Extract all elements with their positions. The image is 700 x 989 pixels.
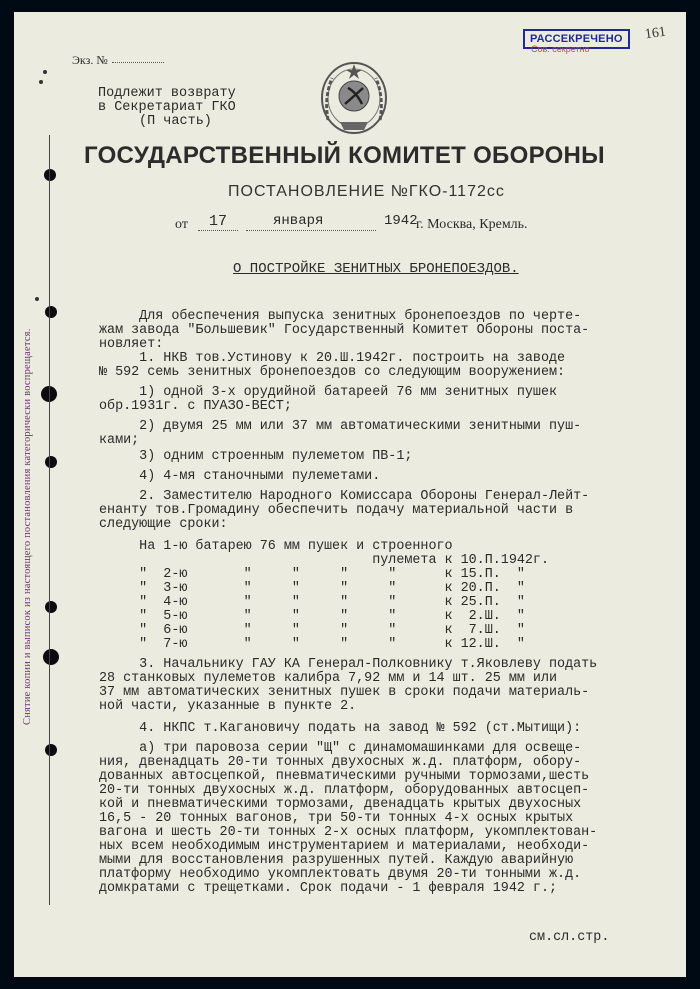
body-line: 2. Заместителю Народного Комиссара Обороны Генерал-Лейт- (99, 489, 590, 504)
delivery-schedule-line: " 3-ю " " " " к 20.П. " (99, 581, 525, 596)
body-line: а) три паровоза серии "Щ" с динамомашинками для освеще- (99, 741, 582, 756)
body-line: 20-ти тонных двухосных ж.д. платформ, оборудованных автосцеп- (99, 783, 590, 798)
state-emblem-icon (318, 60, 390, 138)
date-year: 1942 (384, 213, 418, 229)
delivery-schedule-line: " 2-ю " " " " к 15.П. " (99, 567, 525, 582)
body-line: 3) одним строенным пулеметом ПВ-1; (99, 449, 413, 464)
delivery-schedule-line: " 7-ю " " " " к 12.Ш. " (99, 637, 525, 652)
delivery-schedule-line: пулемета к 10.П.1942г. (99, 553, 549, 568)
body-line: 37 мм автоматических зенитных пушек в сроки подачи материаль- (99, 685, 590, 700)
date-prefix: от (175, 217, 188, 232)
date-place: г. Москва, Кремль. (416, 217, 528, 232)
punch-hole (45, 744, 57, 756)
date-day: 17 (209, 213, 228, 230)
punch-mark (43, 70, 47, 74)
copy-number-label: Экз. № (72, 53, 108, 67)
return-note-2: в Секретариат ГКО (98, 100, 236, 115)
declassified-stamp: РАССЕКРЕЧЕНО (523, 29, 630, 49)
body-line: енанту тов.Громадину обеспечить подачу материальной части в (99, 503, 574, 518)
punch-hole (43, 649, 59, 665)
body-line: мыми для восстановления разрушенных путей. Каждую аварийную (99, 853, 574, 868)
return-note-1: Подлежит возврату (98, 86, 236, 101)
body-line: 4) 4-мя станочными пулеметами. (99, 469, 381, 484)
copy-number-line (112, 62, 164, 63)
date-day-line (198, 230, 238, 231)
body-line: обр.1931г. с ПУАЗО-ВЕСТ; (99, 399, 292, 414)
body-line: кой и пневматическими тормозами, двенадцать крытых двухосных (99, 797, 582, 812)
date-month-line (246, 230, 376, 231)
punch-hole (45, 456, 57, 468)
margin-warning: Снятие копии и выписок из настоящего постановления категорически воспрещается. (22, 328, 33, 725)
margin-rule (49, 135, 50, 905)
body-line: 1) одной 3-х орудийной батареей 76 мм зенитных пушек (99, 385, 558, 400)
delivery-schedule-line: " 5-ю " " " " к 2.Ш. " (99, 609, 525, 624)
body-line: ния, двенадцать 20-ти тонных двухосных ж.д. платформ, обору- (99, 755, 582, 770)
secrecy-stamp-under: Сов. секретно (531, 44, 590, 54)
body-line: домкратами с трещетками. Срок подачи - 1 февраля 1942 г.; (99, 881, 558, 896)
body-line: дованных автосцепкой, пневматическими ручными тормозами,шесть (99, 769, 590, 784)
punch-mark (35, 297, 39, 301)
body-line: 16,5 - 20 тонных вагонов, три 50-ти тонных 4-х осных крытых (99, 811, 574, 826)
punch-hole (45, 601, 57, 613)
delivery-schedule-line: " 6-ю " " " " к 7.Ш. " (99, 623, 525, 638)
body-line: ных всем необходимым инструментарием и материалами, необходи- (99, 839, 590, 854)
continued-next-page: см.сл.стр. (529, 930, 610, 945)
body-line: 2) двумя 25 мм или 37 мм автоматическими зенитными пуш- (99, 419, 582, 434)
handwritten-page-number: 161 (643, 24, 667, 43)
body-line: новляет: (99, 337, 164, 352)
body-line: № 592 семь зенитных бронепоездов со следующим вооружением: (99, 365, 566, 380)
body-line: 4. НКПС т.Кагановичу подать на завод № 592 (ст.Мытищи): (99, 721, 582, 736)
body-line: 28 станковых пулеметов калибра 7,92 мм и 14 шт. 25 мм или (99, 671, 558, 686)
body-line: следующие сроки: (99, 517, 228, 532)
delivery-schedule-line: На 1-ю батарею 76 мм пушек и строенного (99, 539, 453, 554)
body-line: 3. Начальнику ГАУ КА Генерал-Полковнику т.Яковлеву подать (99, 657, 598, 672)
date-month: января (273, 213, 324, 229)
punch-hole (45, 306, 57, 318)
body-line: вагона и шесть 20-ти тонных 2-х осных платформ, укомплектован- (99, 825, 598, 840)
body-line: 1. НКВ тов.Устинову к 20.Ш.1942г. построить на заводе (99, 351, 566, 366)
body-line: жам завода "Большевик" Государственный Комитет Обороны поста- (99, 323, 590, 338)
punch-mark (39, 80, 43, 84)
delivery-schedule-line: " 4-ю " " " " к 25.П. " (99, 595, 525, 610)
body-line: ной части, указанные в пункте 2. (99, 699, 357, 714)
decree-number: ПОСТАНОВЛЕНИЕ №ГКО-1172сс (228, 183, 505, 200)
committee-title: ГОСУДАРСТВЕННЫЙ КОМИТЕТ ОБОРОНЫ (84, 142, 605, 169)
body-line: ками; (99, 433, 140, 448)
body-line: Для обеспечения выпуска зенитных бронепоездов по черте- (99, 309, 582, 324)
decree-subject: О ПОСТРОЙКЕ ЗЕНИТНЫХ БРОНЕПОЕЗДОВ. (233, 261, 519, 277)
punch-hole (44, 169, 56, 181)
return-note-3: (П часть) (139, 114, 212, 129)
body-line: платформу необходимо укомплектовать двумя 20-ти тонными ж.д. (99, 867, 582, 882)
